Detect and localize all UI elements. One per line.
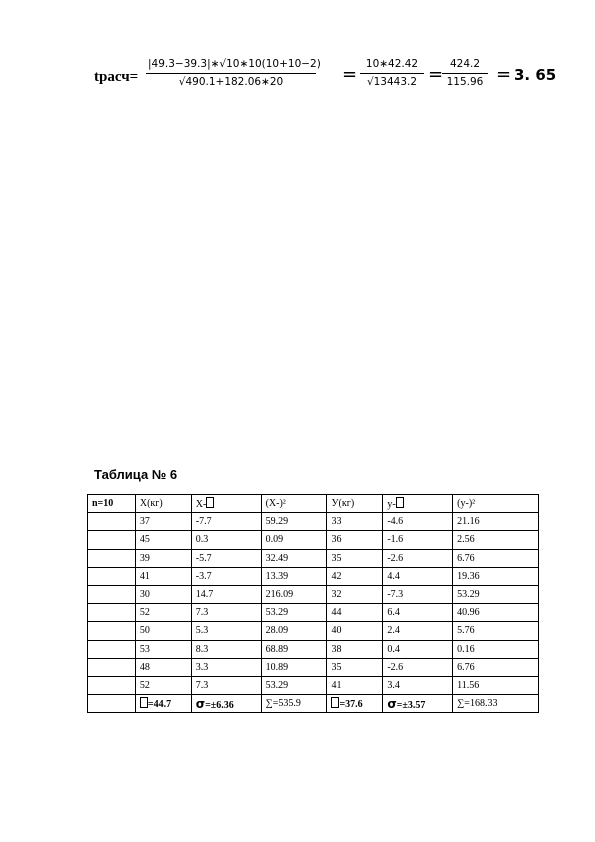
fraction-3-denominator: 115.96	[446, 76, 484, 88]
x-deviation-cell: 7.3	[191, 676, 261, 694]
n-cell	[88, 531, 136, 549]
y-deviation-squared-cell: 19.36	[453, 567, 539, 585]
table-body	[88, 513, 539, 695]
formula-result: 3. 65	[514, 66, 557, 84]
data-table	[87, 494, 539, 713]
x-deviation-cell: -3.7	[191, 567, 261, 585]
t-statistic-formula	[94, 58, 564, 100]
y-deviation-cell: -2.6	[383, 549, 453, 567]
equals-sign-2: =	[428, 64, 444, 85]
header-x-deviation-squared: (X-)²	[261, 495, 327, 513]
table-row	[88, 585, 539, 603]
x-deviation-cell: 5.3	[191, 622, 261, 640]
x-deviation-cell: 3.3	[191, 658, 261, 676]
table-row	[88, 658, 539, 676]
x-deviation-squared-cell: 32.49	[261, 549, 327, 567]
fraction-3-bar	[442, 73, 488, 74]
y-deviation-squared-cell: 6.76	[453, 549, 539, 567]
fraction-1	[146, 58, 321, 89]
y-deviation-squared-cell: 40.96	[453, 604, 539, 622]
table-title: Таблица № 6	[94, 467, 178, 482]
header-x: X(кг)	[135, 495, 191, 513]
y-cell: 35	[327, 549, 383, 567]
equals-sign-3: =	[496, 64, 512, 85]
equals-sign-1: =	[342, 64, 358, 85]
table-row	[88, 531, 539, 549]
n-cell	[88, 658, 136, 676]
x-cell: 52	[135, 604, 191, 622]
table-row	[88, 604, 539, 622]
x-deviation-squared-cell: 53.29	[261, 604, 327, 622]
fraction-1-numerator: |49.3−39.3|∗√10∗10(10+10−2)	[148, 58, 321, 70]
y-cell: 41	[327, 676, 383, 694]
n-cell	[88, 604, 136, 622]
y-deviation-cell: 6.4	[383, 604, 453, 622]
x-deviation-squared-cell: 53.29	[261, 676, 327, 694]
y-cell: 33	[327, 513, 383, 531]
y-cell: 32	[327, 585, 383, 603]
x-deviation-cell: 7.3	[191, 604, 261, 622]
y-mean-cell: =37.6	[327, 695, 383, 713]
y-deviation-cell: -4.6	[383, 513, 453, 531]
x-deviation-squared-cell: 216.09	[261, 585, 327, 603]
header-y: У(кг)	[327, 495, 383, 513]
y-deviation-cell: 0.4	[383, 640, 453, 658]
y-deviation-squared-cell: 53.29	[453, 585, 539, 603]
x-deviation-squared-cell: 0.09	[261, 531, 327, 549]
x-cell: 30	[135, 585, 191, 603]
y-deviation-cell: -1.6	[383, 531, 453, 549]
y-deviation-cell: -2.6	[383, 658, 453, 676]
x-sum-cell: ∑=535.9	[261, 695, 327, 713]
fraction-1-denominator: √490.1+182.06∗20	[178, 76, 284, 88]
y-deviation-cell: -7.3	[383, 585, 453, 603]
header-y-deviation-squared: (y-)²	[453, 495, 539, 513]
y-deviation-squared-cell: 0.16	[453, 640, 539, 658]
x-sigma-cell: σ=±6.36	[191, 695, 261, 713]
n-cell	[88, 622, 136, 640]
x-deviation-squared-cell: 28.09	[261, 622, 327, 640]
x-deviation-cell: -5.7	[191, 549, 261, 567]
x-deviation-squared-cell: 59.29	[261, 513, 327, 531]
x-cell: 50	[135, 622, 191, 640]
y-cell: 36	[327, 531, 383, 549]
sigma-symbol: σ	[195, 696, 206, 711]
x-deviation-squared-cell: 13.39	[261, 567, 327, 585]
x-deviation-cell: -7.7	[191, 513, 261, 531]
y-cell: 38	[327, 640, 383, 658]
y-cell: 40	[327, 622, 383, 640]
table-row	[88, 640, 539, 658]
table-row	[88, 676, 539, 694]
y-sigma-cell: σ=±3.57	[383, 695, 453, 713]
y-sum-cell: ∑=168.33	[453, 695, 539, 713]
x-cell: 52	[135, 676, 191, 694]
fraction-2-bar	[360, 73, 424, 74]
x-cell: 48	[135, 658, 191, 676]
header-n: n=10	[88, 495, 136, 513]
fraction-3-numerator: 424.2	[449, 58, 481, 70]
fraction-2	[360, 58, 424, 89]
fraction-1-bar	[146, 73, 316, 74]
table-header-row	[88, 495, 539, 513]
fraction-2-numerator: 10∗42.42	[365, 58, 419, 70]
y-deviation-cell: 4.4	[383, 567, 453, 585]
y-deviation-squared-cell: 6.76	[453, 658, 539, 676]
y-cell: 44	[327, 604, 383, 622]
x-deviation-cell: 14.7	[191, 585, 261, 603]
y-deviation-squared-cell: 2.56	[453, 531, 539, 549]
sigma-symbol: σ	[387, 696, 397, 711]
x-deviation-squared-cell: 68.89	[261, 640, 327, 658]
y-deviation-squared-cell: 5.76	[453, 622, 539, 640]
y-cell: 42	[327, 567, 383, 585]
table-totals-row	[88, 695, 539, 713]
n-cell	[88, 549, 136, 567]
table-row	[88, 513, 539, 531]
n-cell	[88, 513, 136, 531]
table-row	[88, 622, 539, 640]
n-cell	[88, 640, 136, 658]
x-deviation-cell: 0.3	[191, 531, 261, 549]
x-cell: 41	[135, 567, 191, 585]
n-cell	[88, 676, 136, 694]
n-cell	[88, 585, 136, 603]
x-cell: 37	[135, 513, 191, 531]
y-deviation-cell: 3.4	[383, 676, 453, 694]
table-row	[88, 549, 539, 567]
header-y-deviation: y-	[383, 495, 453, 513]
formula-prefix: tрасч=	[94, 69, 139, 85]
table-row	[88, 567, 539, 585]
y-cell: 35	[327, 658, 383, 676]
x-cell: 39	[135, 549, 191, 567]
fraction-2-denominator: √13443.2	[366, 76, 418, 88]
y-deviation-cell: 2.4	[383, 622, 453, 640]
n-cell	[88, 567, 136, 585]
x-deviation-cell: 8.3	[191, 640, 261, 658]
fraction-3	[442, 58, 488, 89]
y-deviation-squared-cell: 11.56	[453, 676, 539, 694]
x-deviation-squared-cell: 10.89	[261, 658, 327, 676]
x-mean-cell: =44.7	[135, 695, 191, 713]
header-x-deviation: X-	[191, 495, 261, 513]
x-cell: 53	[135, 640, 191, 658]
x-cell: 45	[135, 531, 191, 549]
y-deviation-squared-cell: 21.16	[453, 513, 539, 531]
totals-empty-cell	[88, 695, 136, 713]
